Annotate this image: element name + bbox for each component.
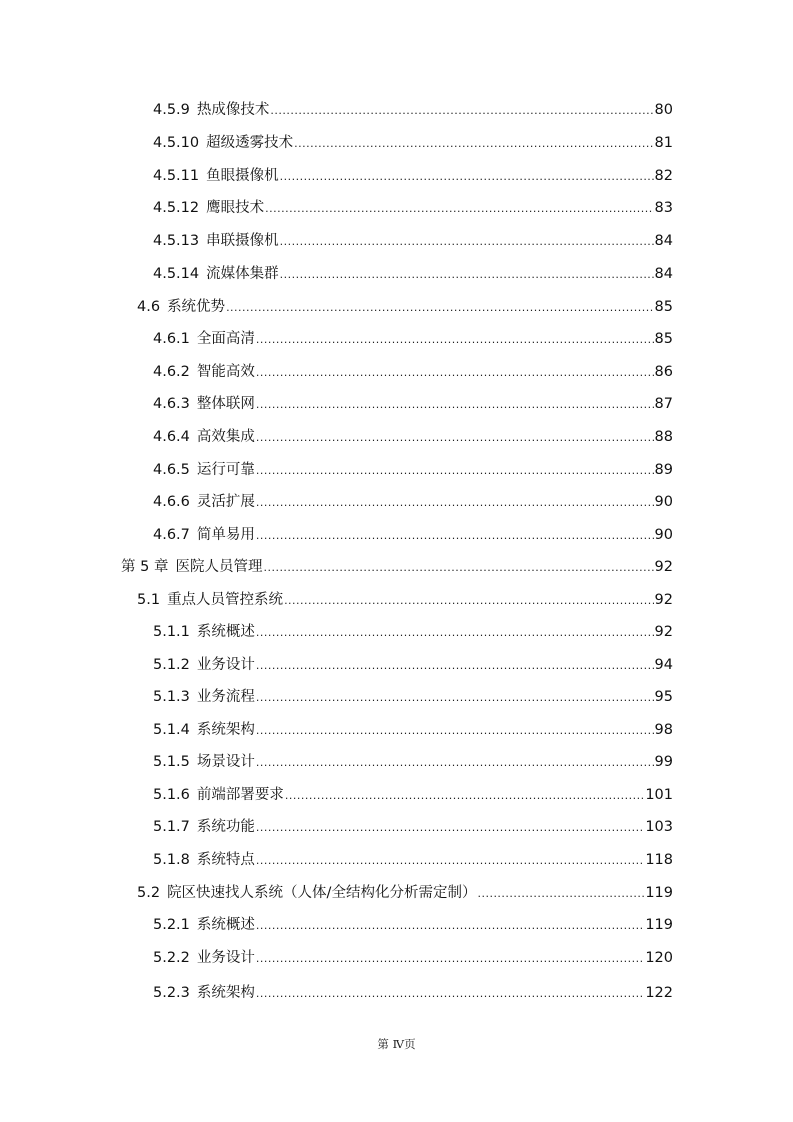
toc-page: 86 [654, 364, 673, 380]
dot-leader [256, 914, 644, 938]
toc-page: 88 [654, 429, 673, 445]
toc-entry[interactable] [153, 98, 673, 122]
toc-title: 简单易用 [196, 527, 255, 543]
toc-number: 4.6.1 [153, 331, 190, 347]
toc-page: 90 [654, 527, 673, 543]
toc-entry[interactable] [153, 131, 673, 155]
toc-number: 4.6.4 [153, 429, 190, 445]
dot-leader [280, 230, 654, 254]
toc-title: 重点人员管控系统 [167, 592, 284, 608]
toc-entry[interactable] [153, 327, 673, 351]
toc-entry[interactable] [153, 620, 673, 644]
toc-number: 5.2 [137, 885, 161, 901]
toc-number: 4.5.10 [153, 135, 200, 151]
toc-entry[interactable] [137, 588, 673, 612]
dot-leader [256, 491, 654, 515]
toc-title: 业务设计 [196, 950, 255, 966]
dot-leader [256, 426, 654, 450]
toc-page: 101 [645, 787, 673, 803]
dot-leader [256, 849, 644, 873]
toc-number: 4.5.14 [153, 266, 200, 282]
toc-entry[interactable] [153, 360, 673, 384]
dot-leader [256, 328, 654, 352]
toc-entry[interactable] [153, 913, 673, 937]
toc-entry[interactable] [153, 458, 673, 482]
toc-page: 119 [645, 885, 673, 901]
dot-leader [280, 165, 654, 189]
toc-page: 85 [654, 299, 673, 315]
toc-number: 4.6.2 [153, 364, 190, 380]
toc-title: 高效集成 [196, 429, 255, 445]
toc-title: 超级透雾技术 [206, 135, 294, 151]
toc-number: 4.6.3 [153, 396, 190, 412]
toc-title: 院区快速找人系统（人体/全结构化分析需定制） [167, 885, 477, 901]
toc-number: 4.5.9 [153, 102, 190, 118]
toc-number: 5.1.3 [153, 689, 190, 705]
toc-number: 5.1.1 [153, 624, 190, 640]
toc-number: 4.6 [137, 299, 161, 315]
dot-leader [256, 654, 654, 678]
toc-page: 95 [654, 689, 673, 705]
toc-title: 业务设计 [196, 657, 255, 673]
toc-title: 智能高效 [196, 364, 255, 380]
toc-title: 灵活扩展 [196, 494, 255, 510]
dot-leader [256, 621, 654, 645]
toc-title: 运行可靠 [196, 462, 255, 478]
toc-title: 系统概述 [196, 624, 255, 640]
toc-number: 5.2.2 [153, 950, 190, 966]
toc-entry[interactable] [153, 750, 673, 774]
toc-page: 89 [654, 462, 673, 478]
dot-leader [477, 882, 644, 906]
toc-entry[interactable] [121, 555, 673, 579]
toc-entry[interactable] [153, 653, 673, 677]
toc-entry[interactable] [153, 392, 673, 416]
toc-title: 串联摄像机 [206, 233, 279, 249]
toc-entry[interactable] [153, 229, 673, 253]
toc-page: 98 [654, 722, 673, 738]
toc-page: 119 [645, 917, 673, 933]
toc-page: 99 [654, 754, 673, 770]
toc-page: 85 [654, 331, 673, 347]
toc-page: 120 [645, 950, 673, 966]
toc-title: 医院人员管理 [175, 559, 263, 575]
dot-leader [270, 99, 653, 123]
toc-title: 系统功能 [196, 819, 255, 835]
toc-entry[interactable] [153, 815, 673, 839]
dot-leader [256, 393, 654, 417]
toc-entry[interactable] [153, 196, 673, 220]
toc-page: 81 [654, 135, 673, 151]
dot-leader [256, 947, 644, 971]
dot-leader [263, 556, 653, 580]
toc-title: 场景设计 [196, 754, 255, 770]
toc-page: 87 [654, 396, 673, 412]
toc-page: 92 [654, 624, 673, 640]
dot-leader [256, 524, 654, 548]
toc-page: 82 [654, 168, 673, 184]
toc-page: 84 [654, 266, 673, 282]
toc-number: 4.5.13 [153, 233, 200, 249]
toc-title: 业务流程 [196, 689, 255, 705]
toc-page: 103 [645, 819, 673, 835]
toc-number: 5.2.1 [153, 917, 190, 933]
page-footer: 第 Ⅳ页 [377, 1037, 416, 1051]
toc-number: 第 5 章 [121, 559, 169, 575]
toc-number: 5.1.4 [153, 722, 190, 738]
toc-title: 全面高清 [196, 331, 255, 347]
toc-number: 4.6.6 [153, 494, 190, 510]
toc-number: 5.1.2 [153, 657, 190, 673]
toc-entry[interactable] [153, 490, 673, 514]
toc-entry[interactable] [153, 783, 673, 807]
toc-title: 流媒体集群 [206, 266, 279, 282]
toc-number: 4.5.11 [153, 168, 200, 184]
dot-leader [256, 751, 654, 775]
toc-page: 92 [654, 559, 673, 575]
dot-leader [280, 263, 654, 287]
toc-page: 80 [654, 102, 673, 118]
toc-entry[interactable] [153, 848, 673, 872]
toc-page: 92 [654, 592, 673, 608]
toc-entry[interactable] [153, 685, 673, 709]
dot-leader [256, 816, 644, 840]
toc-entry[interactable] [137, 881, 673, 905]
toc-number: 5.2.3 [153, 985, 190, 1001]
dot-leader [284, 589, 653, 613]
dot-leader [285, 784, 644, 808]
toc-title: 系统概述 [196, 917, 255, 933]
toc-title: 系统特点 [196, 852, 255, 868]
toc-page: 122 [645, 985, 673, 1001]
toc-entry[interactable] [137, 295, 673, 319]
toc-number: 5.1.5 [153, 754, 190, 770]
toc-entry[interactable] [153, 523, 673, 547]
toc-title: 整体联网 [196, 396, 255, 412]
toc-title: 鹰眼技术 [206, 200, 265, 216]
toc-title: 鱼眼摄像机 [206, 168, 279, 184]
toc-number: 5.1.8 [153, 852, 190, 868]
toc-entry[interactable] [153, 718, 673, 742]
dot-leader [256, 459, 654, 483]
toc-page: 118 [645, 852, 673, 868]
toc-title: 系统架构 [196, 722, 255, 738]
dot-leader [265, 197, 653, 221]
toc-number: 5.1.7 [153, 819, 190, 835]
dot-leader [256, 361, 654, 385]
dot-leader [256, 719, 654, 743]
toc-page: 94 [654, 657, 673, 673]
toc-page: 83 [654, 200, 673, 216]
toc-number: 4.5.12 [153, 200, 200, 216]
toc-number: 5.1 [137, 592, 161, 608]
dot-leader [256, 982, 644, 1006]
dot-leader [226, 296, 653, 320]
toc-number: 4.6.7 [153, 527, 190, 543]
toc-entry[interactable] [153, 164, 673, 188]
toc-page: 90 [654, 494, 673, 510]
toc-title: 系统架构 [196, 985, 255, 1001]
dot-leader [256, 686, 654, 710]
toc-entry[interactable] [153, 262, 673, 286]
toc-entry[interactable] [153, 981, 673, 1005]
toc-number: 5.1.6 [153, 787, 190, 803]
toc-page: 84 [654, 233, 673, 249]
dot-leader [294, 132, 653, 156]
toc-number: 4.6.5 [153, 462, 190, 478]
toc-title: 系统优势 [167, 299, 226, 315]
toc-entry[interactable] [153, 946, 673, 970]
toc-entry[interactable] [153, 425, 673, 449]
toc-title: 前端部署要求 [196, 787, 284, 803]
toc-title: 热成像技术 [196, 102, 270, 118]
